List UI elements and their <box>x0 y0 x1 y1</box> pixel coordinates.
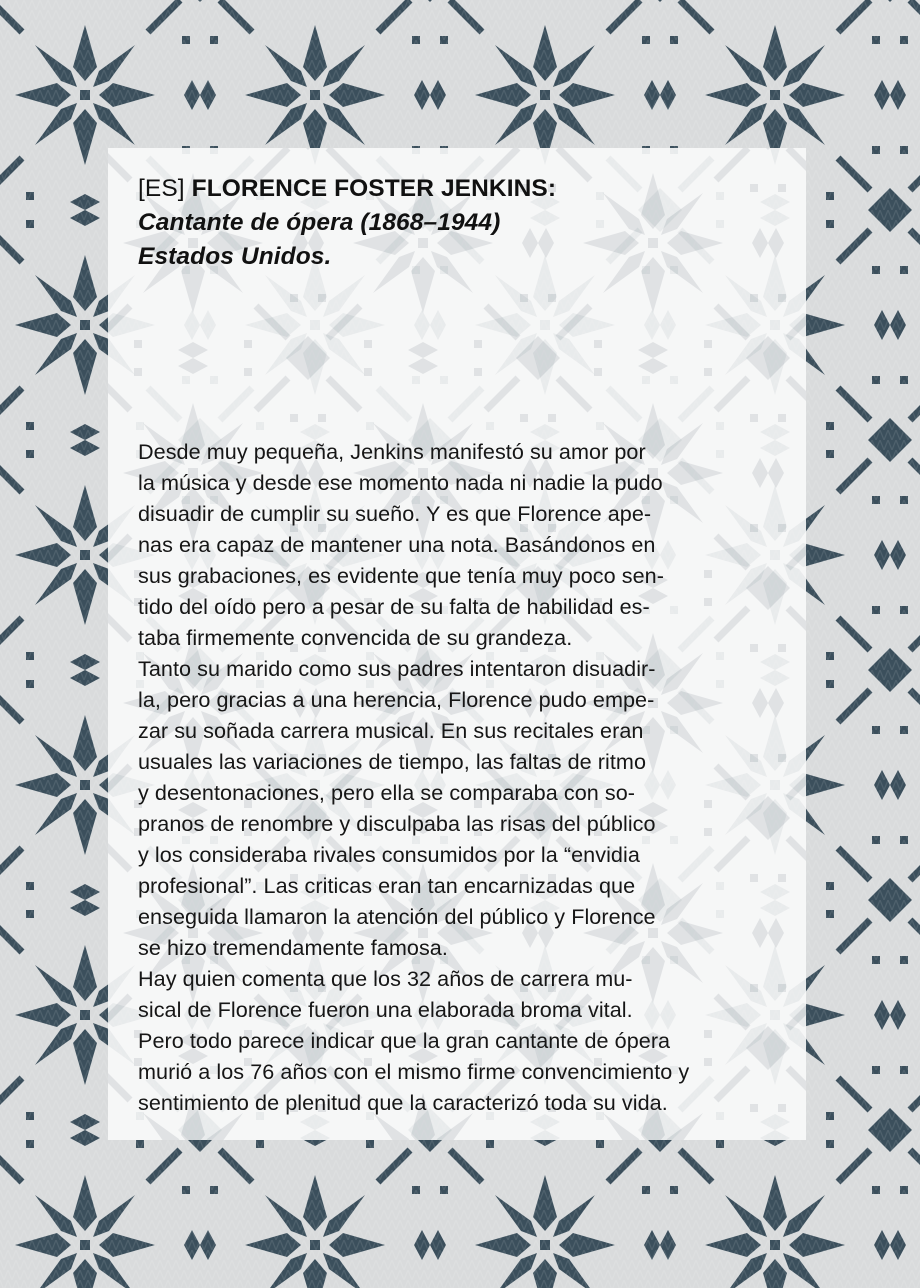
text-line: disuadir de cumplir su sueño. Y es que Florence ape- <box>138 501 652 526</box>
text-line: sus grabaciones, es evidente que tenía muy poco sen- <box>138 563 664 588</box>
text-line: zar su soñada carrera musical. En sus recitales eran <box>138 718 644 743</box>
text-line: nas era capaz de mantener una nota. Basándonos en <box>138 532 656 557</box>
subject-name: FLORENCE FOSTER JENKINS: <box>191 175 557 202</box>
text-line: Desde muy pequeña, Jenkins manifestó su amor por <box>138 439 646 464</box>
text-line: enseguida llamaron la atención del público y Florence <box>138 904 656 929</box>
text-line: usuales las variaciones de tiempo, las faltas de ritmo <box>138 749 647 774</box>
text-line: sical de Florence fueron una elaborada broma vital. <box>138 997 633 1022</box>
language-tag: [ES] <box>138 175 185 202</box>
subject-country: Estados Unidos. <box>138 243 332 270</box>
text-line: profesional”. Las criticas eran tan encarnizadas que <box>138 873 636 898</box>
text-line: sentimiento de plenitud que la caracterizó toda su vida. <box>138 1090 668 1115</box>
text-line: y desentonaciones, pero ella se comparaba con so- <box>138 780 636 805</box>
biography-text <box>138 436 776 1118</box>
text-line: Hay quien comenta que los 32 años de carrera mu- <box>138 966 633 991</box>
text-line: Pero todo parece indicar que la gran cantante de ópera <box>138 1028 671 1053</box>
text-line: pranos de renombre y disculpaba las risas del público <box>138 811 656 836</box>
text-line: murió a los 76 años con el mismo firme convencimiento y <box>138 1059 690 1084</box>
text-line: Tanto su marido como sus padres intentaron disuadir- <box>138 656 656 681</box>
text-line: la, pero gracias a una herencia, Florence pudo empe- <box>138 687 655 712</box>
text-card <box>108 148 806 1140</box>
text-line: taba firmemente convencida de su grandeza. <box>138 625 573 650</box>
article-heading <box>138 172 776 274</box>
text-line: la música y desde ese momento nada ni nadie la pudo <box>138 470 663 495</box>
text-line: tido del oído pero a pesar de su falta de habilidad es- <box>138 594 650 619</box>
subject-occupation: Cantante de ópera (1868–1944) <box>138 209 501 236</box>
text-line: y los consideraba rivales consumidos por la “envidia <box>138 842 640 867</box>
text-line: se hizo tremendamente famosa. <box>138 935 448 960</box>
